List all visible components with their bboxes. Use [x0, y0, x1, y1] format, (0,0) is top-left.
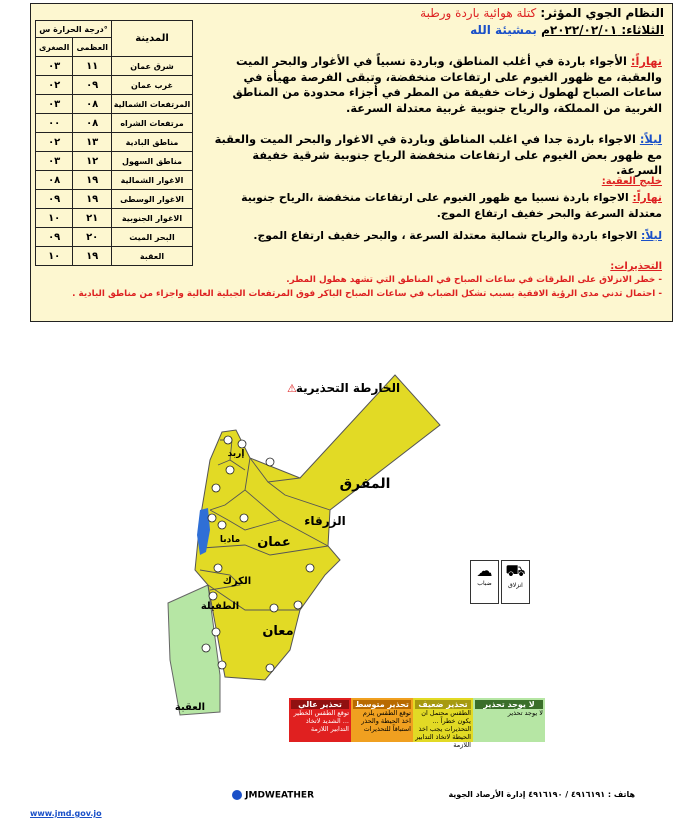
max-temp-cell: ١٩: [73, 171, 112, 190]
pin-icon: [218, 661, 226, 669]
day-forecast: [210, 54, 662, 116]
min-temp-cell: ٠٣: [36, 95, 73, 114]
fog-icon-label: ضباب: [477, 580, 492, 587]
city-cell: مناطق السهول: [112, 152, 193, 171]
max-temp-cell: ١٩: [73, 247, 112, 266]
table-row: [36, 114, 193, 133]
gulf-title: خليج العقبة:: [601, 176, 662, 187]
legend-none-title: لا يوجد تحذير: [475, 700, 543, 709]
city-cell: مناطق البادية: [112, 133, 193, 152]
table-row: [36, 57, 193, 76]
legend-weak: [413, 698, 473, 749]
legend-medium: [351, 698, 413, 742]
max-temp-cell: ١٩: [73, 190, 112, 209]
jmd-logo-icon: [232, 790, 242, 800]
min-temp-cell: ٠٠: [36, 114, 73, 133]
warning-triangle-icon: ⚠: [287, 382, 297, 395]
system-line: [420, 6, 664, 20]
night-forecast: [210, 132, 662, 179]
city-cell: العقبة: [112, 247, 193, 266]
city-cell: شرق عمان: [112, 57, 193, 76]
website-link[interactable]: www.jmd.gov.jo: [30, 809, 102, 818]
legend-high-title: تحذير عالي: [291, 700, 349, 709]
label-tafilah: الطفيلة: [200, 601, 240, 612]
pin-icon: [212, 484, 220, 492]
temperature-table: [35, 20, 193, 266]
city-header: المدينة: [112, 21, 193, 57]
ice-icon: ⛟ انزلاق: [501, 560, 530, 604]
legend-weak-text: الطقس محتمل ان يكون خطراً ... التحذيرات يجب اخذ الحيطة لاتخاذ التدابير اللازمة: [415, 709, 471, 749]
legend-medium-title: تحذير متوسط: [353, 700, 411, 709]
table-row: [36, 95, 193, 114]
brand: [232, 790, 314, 801]
pin-icon: [270, 604, 278, 612]
pin-icon: [240, 514, 248, 522]
fog-icon: ☁ ضباب: [470, 560, 499, 604]
table-row: [36, 209, 193, 228]
label-zarqa: الزرقاء: [304, 514, 346, 528]
day-text: الأجواء باردة في أغلب المناطق، وباردة نسبياً في الأغوار والبحر الميت والعقبة، مع ظهور الغيوم على ارتفاعات منخفضة، وتبقى الفرصة مهيأة في ساعات الصباح لهطول زخات خفيفة من المطر في أجزاء محدودة من المناطق الغربية من المملكة، والرياح جنوبية غربية معتدلة السرعة.: [232, 54, 662, 115]
max-temp-cell: ٢١: [73, 209, 112, 228]
night-label: ليلاً:: [639, 132, 662, 146]
min-temp-cell: ٠٩: [36, 190, 73, 209]
date-suffix: بمشيئة الله: [470, 23, 537, 37]
label-maan: معان: [262, 624, 294, 639]
min-header: الصغرى: [36, 38, 73, 57]
table-row: [36, 190, 193, 209]
pin-icon: [218, 521, 226, 529]
gulf-night: [210, 228, 662, 244]
phone-line: هاتف : ٤٩١٦١٩١ / ٤٩١٦١٩٠ إدارة الأرصاد الجوية: [448, 790, 635, 799]
ice-icon-label: انزلاق: [508, 582, 523, 589]
date-label: الثلاثاء: ٢٠٢٢/٠٢/٠١م: [541, 23, 664, 37]
night-text: الاجواء باردة جدا في اغلب المناطق وباردة في الاغوار والبحر الميت والعقبة مع ظهور بعض الغيوم على ارتفاعات منخفضة الرياح جنوبية شرقية خفيفة السرعة.: [214, 132, 662, 177]
gulf-night-label: ليلاً:: [641, 229, 662, 242]
min-temp-cell: ١٠: [36, 247, 73, 266]
pin-icon: [266, 664, 274, 672]
table-row: [36, 133, 193, 152]
max-temp-cell: ١١: [73, 57, 112, 76]
day-label: نهاراً:: [630, 54, 662, 68]
map-title: الخارطة التحذيرية: [295, 381, 401, 395]
warning-item-1: - خطر الانزلاق على الطرقات في ساعات الصباح في المناطق التي تشهد هطول المطر.: [286, 275, 662, 285]
brand-text: JMDWEATHER: [245, 790, 315, 801]
min-temp-cell: ٠٢: [36, 76, 73, 95]
warning-map: [150, 370, 490, 720]
pin-icon: [224, 436, 232, 444]
city-cell: الاغوار الشمالية: [112, 171, 193, 190]
max-temp-cell: ٠٨: [73, 95, 112, 114]
pin-icon: [306, 564, 314, 572]
map-icons-legend: [470, 560, 530, 604]
label-madaba: مادبا: [219, 535, 241, 545]
table-row: [36, 76, 193, 95]
legend-weak-title: تحذير ضعيف: [415, 700, 471, 709]
forecast-bulletin: [30, 3, 673, 322]
legend-none: [473, 698, 545, 742]
max-header: العظمى: [73, 38, 112, 57]
max-temp-cell: ١٢: [73, 152, 112, 171]
pin-icon: [238, 440, 246, 448]
legend-medium-text: توقع الطقس يلزم اخذ الحيطة والحذر استباقاً للتحذيرات: [361, 709, 411, 733]
system-label: النظام الجوي المؤثر:: [540, 6, 664, 20]
min-temp-cell: ٠٣: [36, 57, 73, 76]
legend-high: [289, 698, 351, 742]
label-irbid: إربد: [227, 449, 245, 459]
city-cell: المرتفعات الشمالية: [112, 95, 193, 114]
min-temp-cell: ٠٣: [36, 152, 73, 171]
label-aqaba: العقبة: [174, 702, 206, 713]
pin-icon: [209, 592, 217, 600]
city-cell: الاغوار الجنوبية: [112, 209, 193, 228]
legend-none-text: لا يوجد تحذير: [507, 709, 543, 717]
label-karak: الكرك: [222, 576, 252, 587]
table-row: [36, 247, 193, 266]
label-amman: عمان: [257, 535, 291, 550]
legend-high-text: توقع الطقس الخطير ... الشديد لاتخاذ التدابير اللازمة: [293, 709, 349, 733]
city-cell: الاغوار الوسطى: [112, 190, 193, 209]
max-temp-cell: ١٣: [73, 133, 112, 152]
min-temp-cell: ٠٩: [36, 228, 73, 247]
max-temp-cell: ٢٠: [73, 228, 112, 247]
pin-icon: [266, 458, 274, 466]
pin-icon: [208, 514, 216, 522]
max-temp-cell: ٠٨: [73, 114, 112, 133]
label-mafraq: المفرق: [339, 476, 391, 492]
min-temp-cell: ١٠: [36, 209, 73, 228]
pin-icon: [214, 564, 222, 572]
city-cell: مرتفعات الشراه: [112, 114, 193, 133]
pin-icon: [226, 466, 234, 474]
date-line: [470, 23, 664, 37]
city-cell: البحر الميت: [112, 228, 193, 247]
table-row: [36, 152, 193, 171]
table-row: [36, 171, 193, 190]
gulf-day-text: الاجواء باردة نسبيا مع ظهور الغيوم على ارتفاعات منخفضة ،الرياح جنوبية معتدلة السرعة والبحر خفيف ارتفاع الموج.: [241, 191, 662, 220]
pin-icon: [202, 644, 210, 652]
gulf-day-label: نهاراً:: [632, 191, 662, 204]
min-temp-cell: ٠٢: [36, 133, 73, 152]
table-row: [36, 228, 193, 247]
temp-header: درجة الحرارة س°: [36, 21, 112, 38]
max-temp-cell: ٠٩: [73, 76, 112, 95]
city-cell: غرب عمان: [112, 76, 193, 95]
min-temp-cell: ٠٨: [36, 171, 73, 190]
warnings-title: التحذيرات:: [610, 261, 662, 272]
pin-icon: [212, 628, 220, 636]
warning-item-2: - احتمال تدني مدى الرؤية الافقية بسبب تشكل الضباب في ساعات الصباح الباكر فوق المرتفعات الجبلية العالية واجزاء من مناطق البادية .: [72, 289, 662, 299]
pin-icon: [294, 601, 302, 609]
gulf-night-text: الاجواء باردة والرياح شمالية معتدلة السرعة ، والبحر خفيف ارتفاع الموج.: [253, 229, 638, 242]
system-value: كتلة هوائية باردة ورطبة: [420, 6, 537, 20]
gulf-day: [210, 190, 662, 221]
